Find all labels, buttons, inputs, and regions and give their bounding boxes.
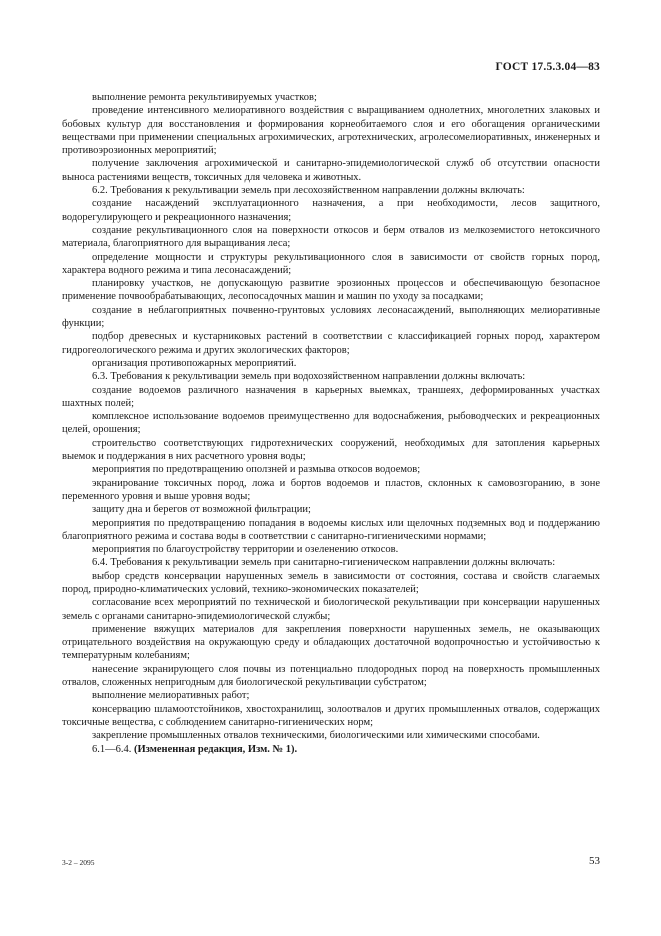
- paragraph: мероприятия по предотвращению оползней и размыва откосов водоемов;: [92, 464, 421, 476]
- paragraph: консервацию шламоотстойников, хвостохранилищ, золоотвалов и других промышленных отвалов, содержащих токсичные вещества, с соблюдением санитарно-гигиенических норм;: [62, 703, 600, 728]
- section-6-2-heading: 6.2. Требования к рекультивации земель при лесохозяйственном направлении должны включать:: [92, 185, 525, 197]
- paragraph: выбор средств консервации нарушенных земель в зависимости от состояния, состава и свойств слагаемых пород, природно-климатических условий, технико-экономических показателей;: [62, 570, 600, 595]
- document-code: ГОСТ 17.5.3.04—83: [495, 61, 600, 73]
- paragraph: мероприятия по благоустройству территории и озеленению откосов.: [92, 544, 399, 556]
- paragraph: закрепление промышленных отвалов техническими, биологическими или химическими способами.: [92, 730, 540, 742]
- paragraph: мероприятия по предотвращению попадания в водоемы кислых или щелочных подземных вод и поддержанию благоприятного режима и состава воды в соответствии с санитарно-гигиеническими нормами;: [62, 517, 600, 542]
- paragraph: нанесение экранирующего слоя почвы из потенциально плодородных пород на поверхность промышленных отвалов, сложенных непригодным для биологической рекультивации субстратом;: [62, 663, 600, 689]
- paragraph: создание водоемов различного назначения в карьерных выемках, траншеях, деформированных участках шахтных полей;: [62, 384, 600, 409]
- paragraph: строительство соответствующих гидротехнических сооружений, необходимых для затопления карьерных выемок и поддержания в них расчетного уровня воды;: [62, 437, 600, 463]
- print-code: 3-2 – 2095: [62, 858, 95, 867]
- paragraph: комплексное использование водоемов преимущественно для водоснабжения, рыбоводческих и рекреационных целей, орошения;: [62, 411, 600, 436]
- paragraph: создание насаждений эксплуатационного назначения, а при необходимости, лесов защитного, водорегулирующего и рекреационного назначения;: [62, 198, 600, 223]
- paragraph: определение мощности и структуры рекультивационного слоя в зависимости от свойств горных пород, характера водного режима и типа лесонасаждений;: [62, 251, 600, 276]
- paragraph: выполнение ремонта рекультивируемых участков;: [92, 92, 317, 103]
- paragraph: создание рекультивационного слоя на поверхности откосов и берм отвалов из мелкоземистого нетоксичного материала, благоприятного для выращивания леса;: [62, 224, 600, 250]
- paragraph: получение заключения агрохимической и санитарно-эпидемиологической служб об отсутствии опасности выноса растениями веществ, токсичных для человека и животных.: [62, 158, 600, 183]
- amendment-text: (Измененная редакция, Изм. № 1).: [134, 743, 298, 755]
- paragraph: экранирование токсичных пород, ложа и бортов водоемов и пластов, склонных к самовозгоранию, в зоне переменного уровня и выше уровня воды;: [62, 477, 600, 502]
- amendment-note: [62, 743, 600, 756]
- paragraph: применение вяжущих материалов для закрепления поверхности нарушенных земель, не оказывающих отрицательного воздействия на окружающую среду и обладающих достаточной водопрочностью и устойчивостью к температурным колебаниям;: [62, 623, 600, 662]
- paragraph: защиту дна и берегов от возможной фильтрации;: [92, 504, 311, 516]
- document-body: [62, 91, 600, 756]
- section-6-3-heading: 6.3. Требования к рекультивации земель при водохозяйственном направлении должны включать:: [92, 371, 526, 383]
- paragraph: проведение интенсивного мелиоративного воздействия с выращиванием однолетних, многолетних злаковых и бобовых культур для восстановления и формирования корнеобитаемого слоя и его обогащения органическими веществами при применении специальных агрохимических, агротехнических, агролесомелиоративных, инженерных и противоэрозионных мероприятий;: [62, 105, 600, 157]
- section-6-4-heading: 6.4. Требования к рекультивации земель при санитарно-гигиеническом направлении должны включать:: [92, 557, 556, 569]
- paragraph: создание в неблагоприятных почвенно-грунтовых условиях лесонасаждений, выполняющих мелиоративные функции;: [62, 304, 600, 330]
- page-number: 53: [589, 855, 600, 867]
- paragraph: планировку участков, не допускающую развитие эрозионных процессов и обеспечивающую безопасное применение почвообрабатывающих, лесопосадочных машин и машин по уходу за посадками;: [62, 278, 600, 303]
- paragraph: организация противопожарных мероприятий.: [92, 357, 297, 369]
- paragraph: выполнение мелиоративных работ;: [92, 690, 250, 702]
- paragraph: согласование всех мероприятий по технической и биологической рекультивации при консервации нарушенных земель с органами санитарно-эпидемиологической службы;: [62, 597, 600, 622]
- paragraph: подбор древесных и кустарниковых растений в соответствии с классификацией горных пород, характером гидрогеологического режима и других экологических факторов;: [62, 331, 600, 356]
- amendment-ref: 6.1—6.4.: [92, 743, 132, 755]
